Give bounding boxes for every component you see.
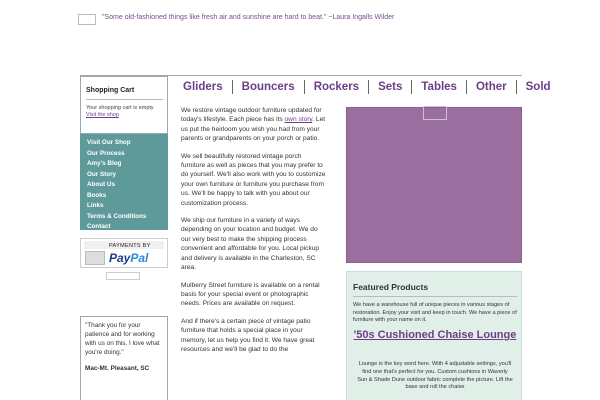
shopping-cart-widget — [80, 76, 168, 134]
tab-rockers[interactable]: Rockers — [304, 80, 368, 94]
search-paragraph: And if there's a certain piece of vintage patio furniture that holds a special place in your memory, let us help you find it. We have great resources and we'll be glad to do the — [181, 317, 315, 353]
cart-divider — [86, 99, 163, 100]
intro-paragraph — [181, 106, 327, 144]
paypal-placeholder-box — [106, 272, 140, 280]
sidebar-item-books[interactable]: Books — [87, 191, 107, 199]
testimonial-quote: "Thank you for your patience and for working with us on this. I love what you're doing." — [85, 322, 160, 356]
cart-title: Shopping Cart — [86, 87, 135, 94]
quote-image-placeholder — [78, 14, 96, 25]
tab-gliders[interactable]: Gliders — [183, 81, 223, 93]
tab-bouncers[interactable]: Bouncers — [232, 80, 304, 94]
paypal-badge[interactable] — [80, 238, 168, 268]
featured-description: We have a warehouse full of unique pieces in various stages of restoration. Enjoy your visit and keep in touch. We have a piece of furniture with your name on it. — [353, 302, 517, 323]
testimonial-author: Mac-Mt. Pleasant, SC — [85, 365, 150, 372]
paypal-logo-pal: Pal — [130, 251, 149, 265]
paypal-logo — [109, 251, 148, 265]
sidebar-item-about-us[interactable]: About Us — [87, 181, 115, 188]
tab-tables[interactable]: Tables — [411, 80, 466, 94]
paypal-label: PAYMENTS BY — [109, 243, 151, 249]
tab-other[interactable]: Other — [466, 80, 516, 94]
own-story-link[interactable]: own story — [284, 116, 313, 124]
testimonial-box — [80, 316, 168, 400]
paypal-logo-pay: Pay — [109, 251, 131, 265]
featured-divider — [353, 296, 517, 297]
sidebar-item-contact[interactable]: Contact — [87, 223, 111, 230]
featured-products — [346, 271, 522, 400]
cart-empty-text: Your shopping cart is empty — [86, 105, 154, 111]
category-nav — [176, 78, 560, 96]
sidebar-item-visit-our-shop[interactable]: Visit Our Shop — [87, 139, 131, 146]
tab-sets[interactable]: Sets — [368, 80, 411, 94]
featured-title: Featured Products — [353, 282, 429, 292]
sidebar-item-our-story[interactable]: Our Story — [87, 170, 117, 178]
intro-text-b: . Let us put the heirloom you wish you had from your parents or grandparents on your porch or patio. — [181, 116, 326, 143]
sidebar-nav — [80, 134, 168, 230]
shipping-paragraph: We ship our furniture in a variety of ways depending on your location and budget. We do our very best to make the shipping process convenient and affordable for you. Local pickup and delivery is available in the Charleston, SC area. — [181, 217, 320, 272]
hero-image — [346, 107, 522, 263]
featured-product-link[interactable]: '50s Cushioned Chaise Lounge — [353, 329, 517, 341]
sidebar-item-amys-blog[interactable]: Amy's Blog — [87, 160, 122, 167]
featured-product-description: Lounge is the key word here. With 4 adjustable settings, you'll find one that's perfect for you. Custom cushions in Waverly Sun & Shade Dune outdoor fabric complete the picture. Lift the base and roll the chaise — [357, 361, 513, 391]
rental-paragraph: Mulberry Street furniture is available on a rental basis for your special event or photographic needs. Prices are available on request. — [181, 281, 320, 308]
sidebar-item-terms[interactable]: Terms & Conditions — [87, 212, 147, 220]
credit-cards-icon — [85, 251, 105, 265]
sales-paragraph: We sell beautifully restored vintage porch furniture as well as pieces that you may prefer to do yourself. We'll also work with you to customize your own furniture or furniture you purchase from us. We'll be happy to talk with you about our customization process. — [181, 152, 326, 207]
main-content — [181, 106, 327, 362]
tab-sold[interactable]: Sold — [516, 80, 560, 94]
hero-image-overlay — [423, 106, 447, 120]
header-quote: "Some old-fashioned things like fresh air and sunshine are hard to beat." ~Laura Ingalls Wilder — [102, 14, 395, 21]
intro-text-a: We restore vintage outdoor furniture updated for today's lifestyle. Each piece has its — [181, 107, 322, 124]
sidebar-item-links[interactable]: Links — [87, 202, 104, 209]
sidebar-item-our-process[interactable]: Our Process — [87, 149, 125, 157]
quote-bar — [0, 0, 600, 40]
visit-shop-link[interactable]: Visit the shop — [86, 112, 119, 118]
